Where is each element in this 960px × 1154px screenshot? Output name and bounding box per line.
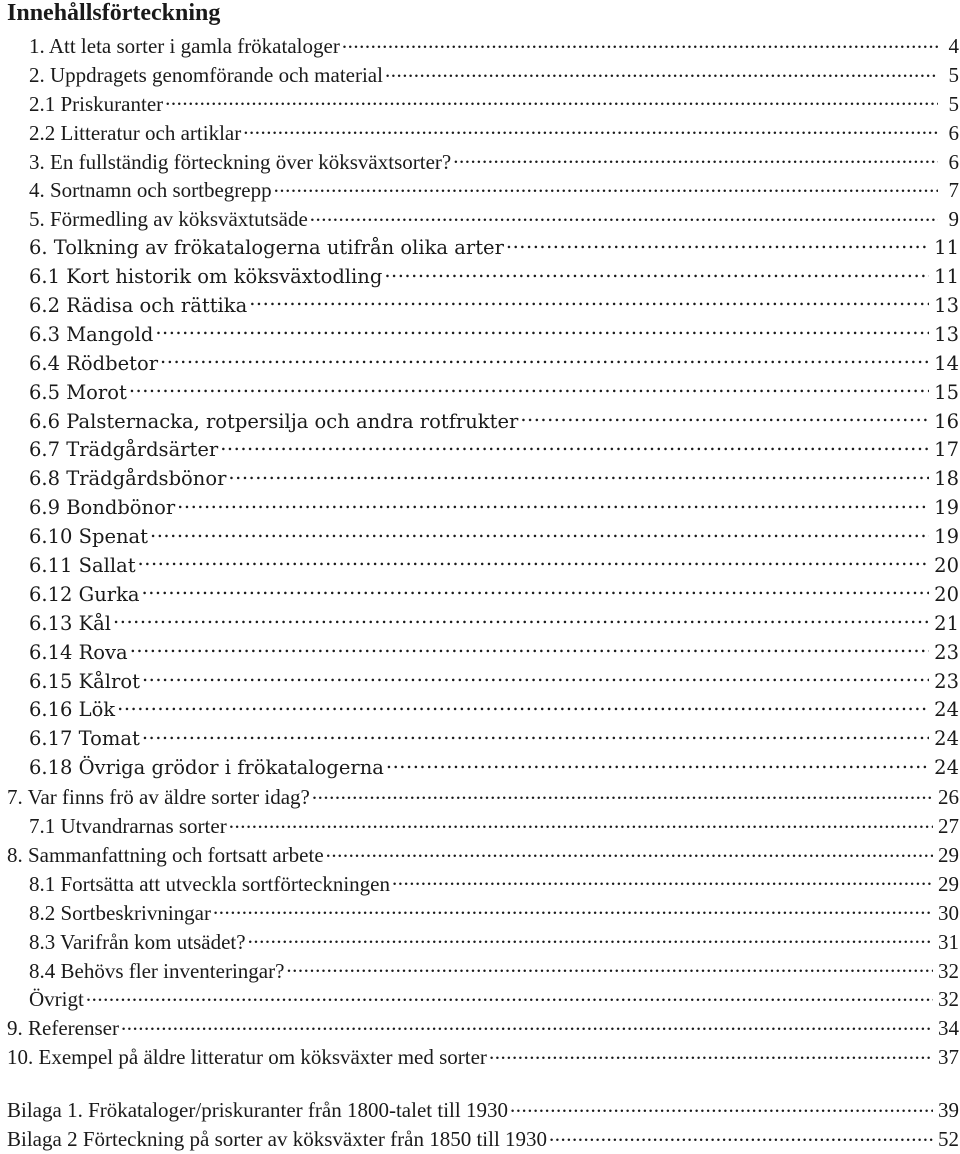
toc-entry-label: 7.1 Utvandrarnas sorter bbox=[29, 814, 227, 839]
appendix-entry[interactable] bbox=[7, 1125, 959, 1154]
dot-leader bbox=[248, 928, 933, 949]
toc-entry[interactable] bbox=[7, 1043, 959, 1072]
toc-entry-page-number: 21 bbox=[934, 611, 959, 635]
toc-entry[interactable] bbox=[7, 148, 959, 177]
toc-list bbox=[7, 32, 959, 1072]
dot-leader bbox=[312, 783, 933, 804]
toc-entry[interactable] bbox=[7, 176, 959, 205]
toc-entry-page-number: 5 bbox=[948, 62, 959, 87]
toc-entry-page-number: 4 bbox=[948, 34, 959, 58]
toc-entry-page-number: 27 bbox=[938, 814, 959, 839]
toc-entry-label: 3. En fullständig förteckning över köksväxtsorter? bbox=[29, 149, 452, 174]
toc-entry-page-number: 9 bbox=[948, 207, 959, 232]
toc-entry-label: 6.14 Rova bbox=[29, 640, 128, 664]
toc-entry[interactable] bbox=[7, 263, 959, 292]
dot-leader bbox=[142, 726, 929, 746]
toc-entry-page-number: 6 bbox=[948, 120, 959, 145]
dot-leader bbox=[386, 755, 929, 775]
dot-leader bbox=[392, 870, 933, 891]
toc-entry-page-number: 7 bbox=[948, 178, 959, 203]
dot-leader bbox=[286, 957, 933, 978]
dot-leader bbox=[165, 90, 938, 111]
toc-entry-page-number: 20 bbox=[934, 582, 959, 606]
toc-entry-label: 6.8 Trädgårdsbönor bbox=[29, 467, 227, 491]
toc-entry-page-number: 16 bbox=[934, 409, 959, 433]
toc-entry-page-number: 29 bbox=[938, 842, 959, 867]
toc-entry-page-number: 29 bbox=[938, 871, 959, 896]
toc-entry-label: 6.9 Bondbönor bbox=[29, 496, 176, 520]
toc-entry[interactable] bbox=[7, 783, 959, 812]
toc-entry-label: 2.1 Priskuranter bbox=[29, 91, 164, 116]
toc-entry-label: 6.11 Sallat bbox=[29, 554, 136, 578]
toc-entry-page-number: 19 bbox=[934, 525, 959, 549]
dot-leader bbox=[150, 524, 929, 544]
toc-entry[interactable] bbox=[7, 870, 959, 899]
dot-leader bbox=[220, 437, 929, 457]
toc-entry-label: 7. Var finns frö av äldre sorter idag? bbox=[7, 785, 310, 810]
toc-entry-page-number: 39 bbox=[938, 1098, 959, 1123]
toc-entry[interactable] bbox=[7, 350, 959, 379]
toc-entry-page-number: 32 bbox=[938, 987, 959, 1012]
toc-entry-label: 2. Uppdragets genomförande och material bbox=[29, 62, 383, 87]
dot-leader bbox=[506, 235, 929, 255]
toc-entry-page-number: 19 bbox=[934, 496, 959, 520]
dot-leader bbox=[384, 264, 929, 284]
dot-leader bbox=[86, 985, 933, 1006]
toc-entry[interactable] bbox=[7, 696, 959, 725]
toc-entry-page-number: 11 bbox=[934, 265, 959, 289]
toc-entry[interactable] bbox=[7, 292, 959, 321]
dot-leader bbox=[142, 581, 930, 601]
toc-entry[interactable] bbox=[7, 523, 959, 552]
dot-leader bbox=[213, 899, 933, 920]
dot-leader bbox=[326, 841, 933, 862]
dot-leader bbox=[310, 205, 938, 226]
dot-leader bbox=[453, 148, 938, 169]
dot-leader bbox=[117, 697, 929, 717]
toc-entry[interactable] bbox=[7, 928, 959, 957]
toc-entry[interactable] bbox=[7, 812, 959, 841]
toc-entry-page-number: 26 bbox=[938, 785, 959, 810]
dot-leader bbox=[129, 379, 929, 399]
toc-entry-page-number: 34 bbox=[938, 1016, 959, 1041]
toc-entry-page-number: 15 bbox=[934, 380, 959, 404]
toc-entry-page-number: 24 bbox=[934, 756, 959, 780]
toc-entry[interactable] bbox=[7, 668, 959, 697]
toc-entry-label: 2.2 Litteratur och artiklar bbox=[29, 120, 242, 145]
toc-entry-page-number: 30 bbox=[938, 900, 959, 925]
toc-entry[interactable] bbox=[7, 841, 959, 870]
toc-entry[interactable] bbox=[7, 321, 959, 350]
toc-entry-page-number: 17 bbox=[934, 438, 959, 462]
page-title: Innehållsförteckning bbox=[7, 0, 221, 26]
toc-entry-label: 6.18 Övriga grödor i frökatalogerna bbox=[29, 756, 384, 780]
dot-leader bbox=[130, 639, 929, 659]
dot-leader bbox=[243, 119, 938, 140]
toc-entry-page-number: 13 bbox=[934, 322, 959, 346]
toc-entry-page-number: 14 bbox=[934, 351, 959, 375]
toc-entry-page-number: 52 bbox=[938, 1126, 959, 1151]
toc-entry[interactable] bbox=[7, 552, 959, 581]
toc-entry-label: 8.4 Behövs fler inventeringar? bbox=[29, 958, 285, 983]
toc-entry[interactable] bbox=[7, 379, 959, 408]
toc-entry-page-number: 37 bbox=[938, 1045, 959, 1070]
toc-entry-label: 4. Sortnamn och sortbegrepp bbox=[29, 178, 272, 203]
toc-entry[interactable] bbox=[7, 610, 959, 639]
toc-entry-page-number: 6 bbox=[948, 149, 959, 174]
appendix-entry[interactable] bbox=[7, 1096, 959, 1125]
toc-entry-label: 8.2 Sortbeskrivningar bbox=[29, 900, 211, 925]
dot-leader bbox=[228, 466, 929, 486]
dot-leader bbox=[489, 1043, 933, 1064]
toc-entry-label: 6.4 Rödbetor bbox=[29, 351, 159, 375]
dot-leader bbox=[274, 176, 938, 197]
toc-entry-label: 10. Exempel på äldre litteratur om köksväxter med sorter bbox=[7, 1045, 487, 1070]
toc-entry[interactable] bbox=[7, 32, 959, 61]
toc-entry[interactable] bbox=[7, 957, 959, 986]
section-spacer bbox=[7, 1072, 959, 1096]
dot-leader bbox=[138, 553, 930, 573]
dot-leader bbox=[549, 1125, 933, 1146]
dot-leader bbox=[520, 408, 929, 428]
toc-entry-label: 6.13 Kål bbox=[29, 611, 112, 635]
dot-leader bbox=[510, 1096, 933, 1117]
toc-entry[interactable] bbox=[7, 234, 959, 263]
toc-entry-page-number: 18 bbox=[934, 467, 959, 491]
toc-entry-page-number: 31 bbox=[938, 929, 959, 954]
toc-entry-label: 6.15 Kålrot bbox=[29, 669, 140, 693]
toc-entry[interactable] bbox=[7, 90, 959, 119]
dot-leader bbox=[249, 293, 929, 313]
toc-entry-page-number: 20 bbox=[934, 554, 959, 578]
toc-entry-label: 1. Att leta sorter i gamla frökataloger bbox=[29, 34, 340, 58]
toc-entry[interactable] bbox=[7, 1014, 959, 1043]
toc-entry-page-number: 11 bbox=[934, 236, 959, 260]
toc-entry[interactable] bbox=[7, 436, 959, 465]
toc-entry-page-number: 32 bbox=[938, 958, 959, 983]
toc-entry-label: 5. Förmedling av köksväxtutsäde bbox=[29, 207, 308, 232]
toc-entry-page-number: 24 bbox=[934, 698, 959, 722]
toc-entry-page-number: 5 bbox=[948, 91, 959, 116]
toc-entry-label: 8.1 Fortsätta att utveckla sortförteckningen bbox=[29, 871, 390, 896]
dot-leader bbox=[142, 668, 929, 688]
dot-leader bbox=[385, 61, 938, 82]
toc-entry-label: 6.10 Spenat bbox=[29, 525, 149, 549]
dot-leader bbox=[121, 1014, 933, 1035]
dot-leader bbox=[113, 610, 929, 630]
toc-entry-label: Övrigt bbox=[29, 987, 84, 1012]
toc-entry-label: 6. Tolkning av frökatalogerna utifrån olika arter bbox=[29, 236, 504, 260]
dot-leader bbox=[342, 32, 938, 53]
toc-entry[interactable] bbox=[7, 725, 959, 754]
dot-leader bbox=[155, 321, 929, 341]
toc-entry[interactable] bbox=[7, 581, 959, 610]
toc-entry[interactable] bbox=[7, 985, 959, 1014]
toc-entry[interactable] bbox=[7, 754, 959, 783]
toc-entry-label: 8. Sammanfattning och fortsatt arbete bbox=[7, 842, 324, 867]
toc-entry-label: 9. Referenser bbox=[7, 1016, 119, 1041]
toc-entry[interactable] bbox=[7, 119, 959, 148]
toc-entry-label: 6.17 Tomat bbox=[29, 727, 140, 751]
toc-entry-label: 8.3 Varifrån kom utsädet? bbox=[29, 929, 246, 954]
dot-leader bbox=[160, 350, 929, 370]
toc-entry[interactable] bbox=[7, 639, 959, 668]
appendix-list bbox=[7, 1096, 959, 1154]
toc-entry-label: 6.2 Rädisa och rättika bbox=[29, 294, 248, 318]
toc-entry-page-number: 23 bbox=[934, 669, 959, 693]
toc-entry-page-number: 23 bbox=[934, 640, 959, 664]
toc-entry-page-number: 13 bbox=[934, 294, 959, 318]
toc-entry[interactable] bbox=[7, 465, 959, 494]
toc-entry-label: 6.12 Gurka bbox=[29, 582, 140, 606]
toc-entry-label: 6.6 Palsternacka, rotpersilja och andra rotfrukter bbox=[29, 409, 519, 433]
toc-entry-label: 6.3 Mangold bbox=[29, 322, 154, 346]
dot-leader bbox=[177, 495, 929, 515]
toc-entry[interactable] bbox=[7, 205, 959, 234]
toc-entry[interactable] bbox=[7, 494, 959, 523]
toc-entry-label: Bilaga 1. Frökataloger/priskuranter från 1800-talet till 1930 bbox=[7, 1098, 508, 1123]
toc-entry-page-number: 24 bbox=[934, 727, 959, 751]
toc-entry[interactable] bbox=[7, 408, 959, 437]
toc-entry-label: 6.1 Kort historik om köksväxtodling bbox=[29, 265, 383, 289]
toc-entry-label: Bilaga 2 Förteckning på sorter av köksväxter från 1850 till 1930 bbox=[7, 1126, 548, 1151]
toc-entry-label: 6.16 Lök bbox=[29, 698, 116, 722]
toc-entry[interactable] bbox=[7, 899, 959, 928]
toc-entry[interactable] bbox=[7, 61, 959, 90]
dot-leader bbox=[229, 812, 933, 833]
toc-entry-label: 6.7 Trädgårdsärter bbox=[29, 438, 219, 462]
table-of-contents-page bbox=[7, 0, 959, 1154]
toc-entry-label: 6.5 Morot bbox=[29, 380, 127, 404]
